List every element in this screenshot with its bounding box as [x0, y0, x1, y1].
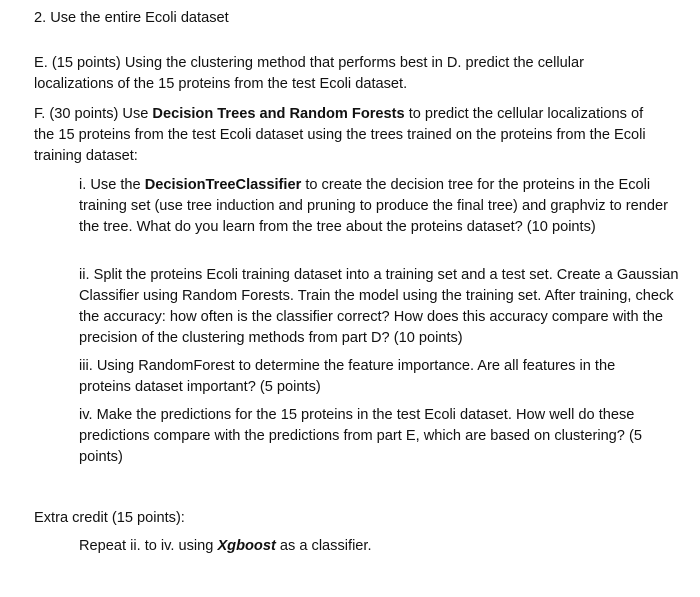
- item-iv-paragraph: iv. Make the predictions for the 15 proteins in the test Ecoli dataset. How well do these predictions compare with the predictions from part E, which are based on clustering? (5 points): [79, 407, 642, 465]
- extra-credit-prefix: Repeat ii. to iv. using: [79, 538, 218, 554]
- item-i-paragraph: [79, 175, 669, 238]
- part-f-paragraph: [34, 104, 664, 167]
- extra-credit-suffix: as a classifier.: [275, 538, 372, 554]
- item-iii-paragraph: iii. Using RandomForest to determine the feature importance. Are all features in the proteins dataset important? (5 points): [79, 358, 616, 395]
- part-f-prefix: F. (30 points) Use: [34, 106, 153, 122]
- part-e-paragraph: E. (15 points) Using the clustering method that performs best in D. predict the cellular localizations of the 15 proteins from the test Ecoli dataset.: [34, 55, 584, 92]
- item-ii-paragraph: ii. Split the proteins Ecoli training dataset into a training set and a test set. Create a Gaussian Classifier using Random Forests. Train the model using the training set. After training, check the accuracy: how often is the classifier correct? How does this accuracy compare with the precision of the clustering methods from part D? (10 points): [79, 267, 679, 346]
- item-i-classifier: DecisionTreeClassifier: [144, 177, 302, 193]
- extra-credit-heading: Extra credit (15 points):: [34, 510, 185, 526]
- part-f-emphasis: Decision Trees and Random Forests: [152, 106, 405, 122]
- extra-credit-instruction: [79, 536, 579, 557]
- item-i-prefix: i. Use the: [79, 177, 145, 193]
- extra-credit-emphasis: Xgboost: [217, 538, 276, 554]
- section-heading: 2. Use the entire Ecoli dataset: [34, 10, 229, 26]
- item-i-suffix: to create the decision tree for the proteins in the Ecoli training set (use tree induction and pruning to produce the final tree) and graphviz to render the tree. What do you learn from the tree about the proteins dataset? (10 points): [79, 177, 668, 235]
- part-f-suffix: to predict the cellular localizations of the 15 proteins from the test Ecoli dataset using the trees trained on the proteins from the Ecoli training dataset:: [34, 106, 646, 164]
